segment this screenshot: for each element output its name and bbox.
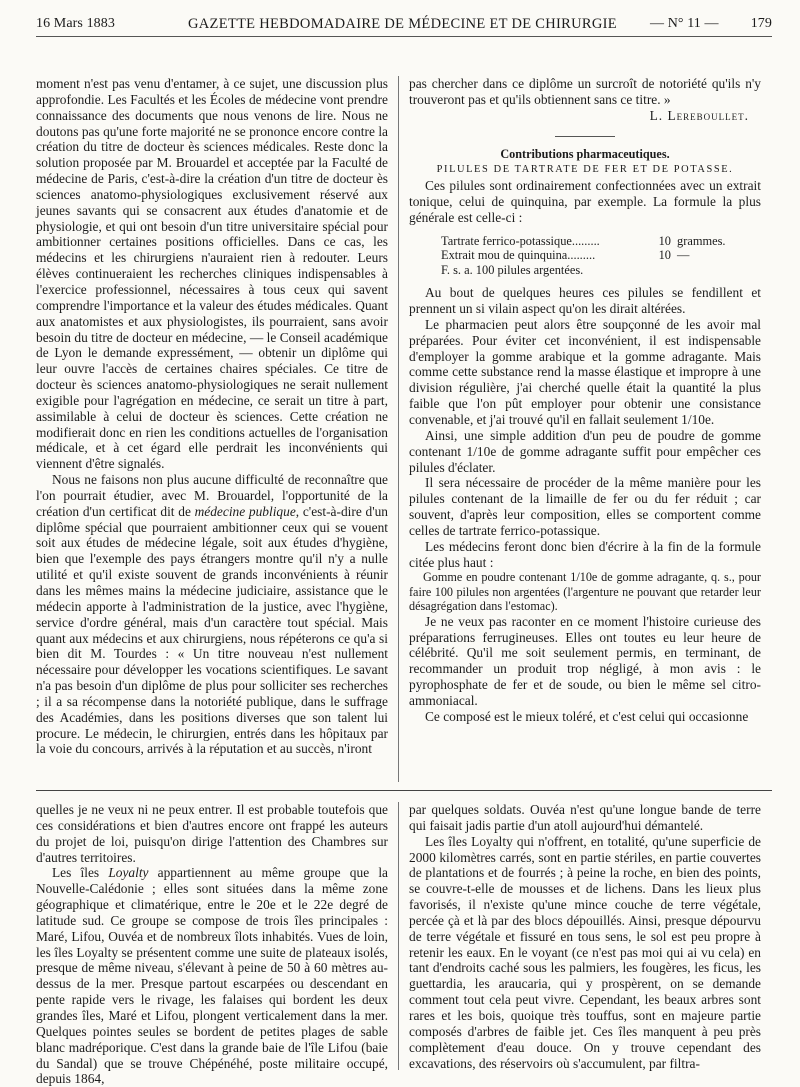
paragraph-text: , c'est-à-dire d'un diplôme spécial que pourraient ambitionner ceux qui se vouent soit aux études de médecine légale, soit aux études d'hygiène, bien que l'exemple des pays étrangers montre qu'il n'y a nulle utilité et qu'il existe souvent de grands inconvénients à réunir dans les mêmes mains la médecine judiciaire, assistance que le médecin apporte à l'administration de la justice, avec l'hygiène, service d'ordre général, mais d'un caractère tout spécial. Mais quant aux médecins et aux chirurgiens, nous répéterons ce qu'a si bien dit M. Tourdes : « Un titre nouveau n'est nullement nécessaire pour développer les vocations scientifiques. Le savant n'a pas besoin d'un diplôme de plus pour solliciter ses recherches ; il a sa récompense dans la notoriété publique, dans le suffrage des Académies, dans les positions diverses que son talent lui procure. Le médecin, le chirurgien, entrés dans les hôpitaux par la voie du concours, arrivés à la réputation et au succès, n'iront	[36, 503, 388, 757]
paragraph: moment n'est pas venu d'entamer, à ce sujet, une discussion plus approfondie. Les Facultés et les Écoles de médecine vont prendre connaissance des documents que nous venons de lire. Nous ne doutons pas qu'une forte majorité ne se prononce encore contre la création du titre de docteur ès sciences médicales. Reste donc la solution proposée par M. Brouardel et acceptée par la Faculté de médecine de Paris, c'est-à-dire la création d'un titre de docteur ès sciences anatomo-physiologiques exclusivement réservé aux jeunes savants qui se consacrent aux études d'anatomie et de physiologie, et qui ont besoin d'un titre universitaire spécial pour ambitionner certaines positions officielles. Dans ce cas, les médecins et les chirurgiens n'auraient rien à redouter. Leurs élèves continueraient les recherches cliniques indispensables à l'exercice professionnel, nécessaires à tous ceux qui savent comprendre l'importance et la valeur des études médicales. Quant aux anatomistes et aux physiologistes, ils pourraient, sans avoir besoin du titre de docteur en médecine, — le Conseil académique de Lyon le demande expressément, — obtenir un diplôme qui leur ouvre l'accès de certaines chaires spéciales. Ce titre de docteur ès sciences anatomo-physiologiques ne serait nullement exigible pour l'agrégation en médecine, ce serait un titre à part, assimilable à celui de docteur ès sciences. Cette création ne modifierait donc en rien les conditions actuelles de l'organisation médicale, et à cet égard elle perdrait les inconvénients qui viennent d'être signalés.	[36, 76, 388, 472]
formula-quantity: 10	[658, 233, 671, 248]
running-head	[36, 15, 772, 41]
column-bottom-right	[409, 802, 761, 1071]
formula-row	[441, 234, 741, 249]
header-rule	[36, 36, 772, 37]
paragraph: pas chercher dans ce diplôme un surcroît de notoriété qu'ils n'y trouveront pas et qu'ils obtiennent sans ce titre. »	[409, 76, 761, 107]
formula-unit: grammes.	[677, 233, 726, 248]
paragraph: Je ne veux pas raconter en ce moment l'histoire curieuse des préparations ferrugineuses. Elles ont toutes eu leur heure de célébrité. Qu'il me soit seulement permis, en terminant, de recommander un produit trop négligé, à mon avis : le pyrophosphate de fer et de soude, ou bien le même sel citro-ammoniacal.	[409, 613, 761, 708]
column-divider-top	[398, 76, 399, 782]
italic-term: médecine publique	[194, 503, 296, 519]
paragraph: quelles je ne veux ni ne peux entrer. Il est probable toutefois que ces considérations et bien d'autres encore ont frappé les auteurs du projet de loi, puisqu'on dirige l'attention des Chambres sur d'autres territoires.	[36, 802, 388, 865]
paragraph	[36, 472, 388, 757]
paragraph-text: Les îles	[52, 865, 100, 881]
paragraph: Ainsi, une simple addition d'un peu de poudre de gomme contenant 1/10e de gomme adragante suffit pour empêcher ces pilules d'éclater.	[409, 427, 761, 475]
paragraph: Au bout de quelques heures ces pilules se fendillent et prennent un si vilain aspect qu'on les dirait altérées.	[409, 285, 761, 317]
italic-term: Loyalty	[108, 865, 149, 881]
paragraph	[36, 865, 388, 1087]
paragraph: Les médecins feront donc bien d'écrire à la fin de la formule citée plus haut :	[409, 538, 761, 570]
paragraph: Ces pilules sont ordinairement confectionnées avec un extrait tonique, celui de quinquina, par exemple. La formule la plus générale est celle-ci :	[409, 178, 761, 225]
paragraph: Les îles Loyalty qui n'offrent, en totalité, qu'une superficie de 2000 kilomètres carrés, sont en partie stériles, en partie couvertes de plantations et de fourrés ; à peine la roche, en bien des points, se couvre-t-elle de mousses et de lichens. Dans les lieux plus favorisés, il n'existe qu'une mince couche de terre végétale, percée çà et là par des blocs dépouillés. Ainsi, presque dépourvu de terre végétale et fissuré en tous sens, le sol est peu propre à retenir les eaux. En le voyant (ce n'est pas moi qui ai vu cela) en tant d'endroits caché sous les palmiers, les fougères, les ficus, les guettardia, les araucaria, qui y prospèrent, on se demande comment tout cela peut vivre. Cependant, les beaux arbres sont rares et les bois, quoique très touffus, sont en majeure partie composés d'arbres de faible jet. Ces îles manquent à peu près complètement d'eau douce. On y trouve cependant des excavations, des réservoirs où s'accumulent, par filtra-	[409, 833, 761, 1071]
formula-ingredient: Extrait mou de quinquina.........	[441, 248, 596, 263]
subheading: PILULES DE TARTRATE DE FER ET DE POTASSE.	[436, 164, 734, 176]
section-heading: Contributions pharmaceutiques.	[500, 146, 670, 161]
short-rule	[555, 136, 615, 137]
column-bottom-left	[36, 802, 388, 1087]
issue-number: — N° 11 —	[650, 16, 719, 31]
formula	[441, 234, 741, 278]
page-number: 179	[750, 16, 772, 31]
column-divider-bottom	[398, 802, 399, 1070]
paragraph: Il sera nécessaire de procéder de la même manière pour les pilules contenant de la limaille de fer ou du fer réduit ; car souvent, d'après leur composition, elles se comportent comme celles de tartrate ferrico-potassique.	[409, 475, 761, 538]
formula-row	[441, 248, 741, 263]
paragraph-text: Nous ne faisons non plus aucune difficulté de reconnaître que l'on pourrait étudier, avec M. Brouardel, l'opportunité de la création d'un certificat dit de	[36, 472, 388, 519]
formula-unit: —	[677, 248, 690, 263]
formula-note-text: F. s. a. 100 pilules argentées.	[441, 262, 584, 277]
paragraph-text: appartiennent au même groupe que la Nouvelle-Calédonie ; elles sont situées dans la même zone géographique et climatérique, entre le 20e et le 22e degré de latitude sud. Ce groupe se compose de trois îles principales : Maré, Lifou, Ouvéa et de nombreux îlots inhabités. Vues de loin, les îles Loyalty se présentent comme une suite de plateaux isolés, presque de même niveau, s'élevant à peine de 50 à 60 mètres au-dessus de la mer. Presque partout escarpées ou descendant en pente rapide vers le rivage, les falaises qui bordent les deux grandes îles, Maré et Lifou, plongent verticalement dans la mer. Quelques pointes seules se bordent de petites plages de sable blanc madréporique. C'est dans la grande baie de l'île Lifou (baie du Sandal) que se trouve Chépénéhé, poste militaire occupé, depuis 1864,	[36, 865, 388, 1087]
formula-quantity: 10	[658, 248, 671, 263]
journal-title: GAZETTE HEBDOMADAIRE DE MÉDECINE ET DE CHIRURGIE	[188, 16, 617, 32]
author-signature: L. Lereboullet.	[649, 107, 749, 123]
prescription-note: Gomme en poudre contenant 1/10e de gomme adragante, q. s., pour faire 100 pilules non argentées (l'argenture ne pouvant que retarder leur désagrégation dans l'estomac).	[409, 570, 761, 614]
paragraph: par quelques soldats. Ouvéa n'est qu'une longue bande de terre qui faisait jadis partie d'un atoll aujourd'hui démantelé.	[409, 802, 761, 833]
column-top-right	[409, 76, 761, 725]
paragraph: Ce composé est le mieux toléré, et c'est celui qui occasionne	[425, 708, 749, 724]
paragraph: Le pharmacien peut alors être soupçonné de les avoir mal préparées. Pour éviter cet inconvénient, il est indispensable d'employer la gomme arabique et la gomme adragante. Mais comme cette substance rend la masse élastique et impropre à une division régulière, j'ai cherché quelle était la quantité la plus faible que l'on pût employer pour obtenir une consistance convenable, et j'ai trouvé qu'il en fallait seulement 1/10e.	[409, 316, 761, 427]
formula-note	[441, 263, 741, 278]
column-top-left	[36, 76, 388, 757]
formula-ingredient: Tartrate ferrico-potassique.........	[441, 233, 600, 248]
issue-date: 16 Mars 1883	[36, 16, 115, 31]
section-divider	[36, 790, 772, 791]
